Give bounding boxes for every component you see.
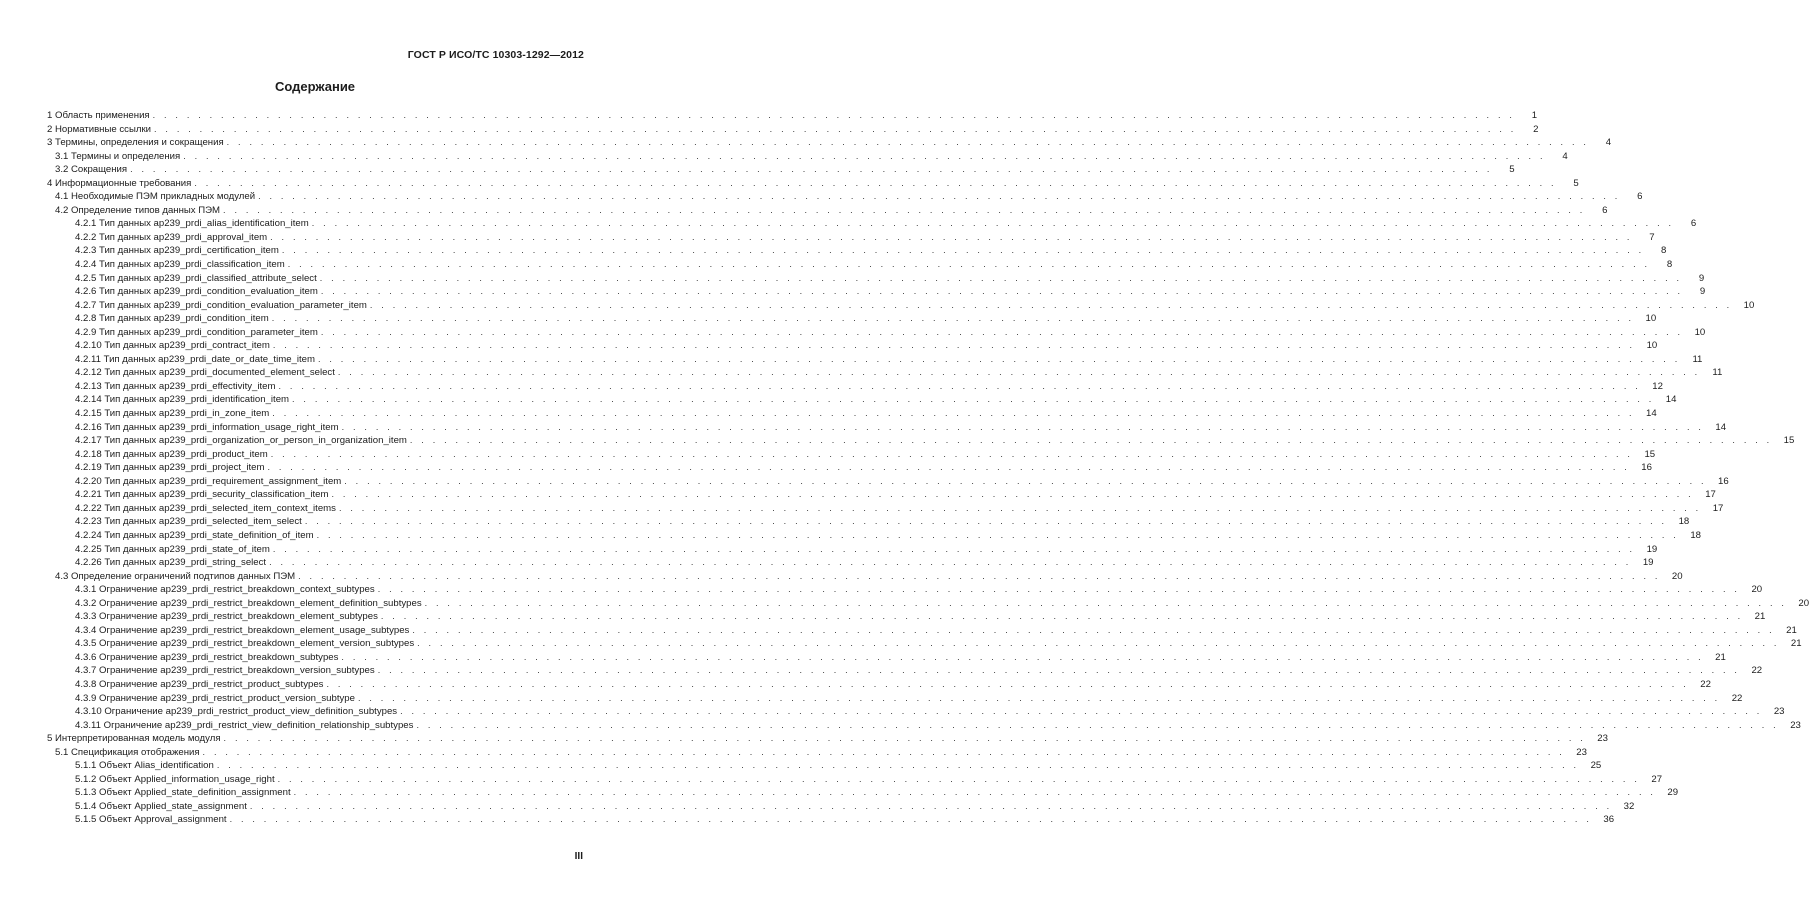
toc-entry-page: 22 xyxy=(1731,692,1743,704)
toc-entry[interactable] xyxy=(47,488,1716,502)
toc-entry-label: 4.3.2 Ограничение ap239_prdi_restrict_breakdown_element_definition_subtypes xyxy=(75,597,422,609)
toc-entry-page: 10 xyxy=(1743,299,1755,311)
toc-entry[interactable] xyxy=(47,651,1726,665)
toc-entry-label: 4.2.22 Тип данных ap239_prdi_selected_item_context_items xyxy=(75,502,336,514)
toc-entry-label: 4.2.20 Тип данных ap239_prdi_requirement_assignment_item xyxy=(75,475,342,487)
toc-entry-page: 23 xyxy=(1773,706,1785,718)
toc-entry-page: 19 xyxy=(1642,557,1654,569)
toc-leader-dots: . . . . . . . . . . . . . . . . . . . . . . . . . . . . . . . . . . . . . . . . . . . . . . . . . . . . . . . . . . . . . . . . . . . . . . . . . . . . . . . . . . . . . . . . . . . . . . . . . . . . . . . . . . . . . . . . . . . . . . . . xyxy=(272,408,1635,419)
toc-entry-page: 9 xyxy=(1698,272,1705,284)
toc-entry[interactable] xyxy=(47,177,1579,191)
toc-leader-dots: . . . . . . . . . . . . . . . . . . . . . . . . . . . . . . . . . . . . . . . . . . . . . . . . . . . . . . . . . . . . . . . . . . . . . . . . . . . . . . . . . . . . . . . . . . . . . . . . . . . . . . . . . . . . . . . . . . . . . . . . xyxy=(317,353,1681,364)
toc-leader-dots: . . . . . . . . . . . . . . . . . . . . . . . . . . . . . . . . . . . . . . . . . . . . . . . . . . . . . . . . . . . . . . . . . . . . . . . . . . . . . . . . . . . . . . . . . . . . . . . . . . . . . . . . . . . . . . . . . . . . . . . . xyxy=(298,570,1661,581)
toc-leader-dots: . . . . . . . . . . . . . . . . . . . . . . . . . . . . . . . . . . . . . . . . . . . . . . . . . . . . . . . . . . . . . . . . . . . . . . . . . . . . . . . . . . . . . . . . . . . . . . . . . . . . . . . . . . . . . . . . . . . . . . . . xyxy=(337,367,1701,378)
page-title: Содержание xyxy=(274,79,356,94)
toc-entry-page: 11 xyxy=(1712,367,1723,379)
toc-entry-page: 4 xyxy=(1605,137,1612,149)
toc-entry-label: 4.2.24 Тип данных ap239_prdi_state_definition_of_item xyxy=(75,529,314,541)
toc-entry-label: 4.2.21 Тип данных ap239_prdi_security_classification_item xyxy=(75,489,329,501)
toc-entry-label: 4.2.2 Тип данных ap239_prdi_approval_item xyxy=(75,231,268,243)
toc-entry[interactable] xyxy=(47,421,1727,435)
toc-entry-label: 4.3.3 Ограничение ap239_prdi_restrict_breakdown_element_subtypes xyxy=(75,611,378,623)
toc-entry[interactable] xyxy=(47,583,1763,597)
toc-leader-dots: . . . . . . . . . . . . . . . . . . . . . . . . . . . . . . . . . . . . . . . . . . . . . . . . . . . . . . . . . . . . . . . . . . . . . . . . . . . . . . . . . . . . . . . . . . . . . . . . . . . . . . . . . . . . . . . . . . . . . . . . xyxy=(412,624,1775,635)
toc-leader-dots: . . . . . . . . . . . . . . . . . . . . . . . . . . . . . . . . . . . . . . . . . . . . . . . . . . . . . . . . . . . . . . . . . . . . . . . . . . . . . . . . . . . . . . . . . . . . . . . . . . . . . . . . . . . . . . . . . . . . . . . . xyxy=(272,543,1636,554)
toc-entry[interactable] xyxy=(47,231,1655,245)
toc-leader-dots: . . . . . . . . . . . . . . . . . . . . . . . . . . . . . . . . . . . . . . . . . . . . . . . . . . . . . . . . . . . . . . . . . . . . . . . . . . . . . . . . . . . . . . . . . . . . . . . . . . . . . . . . . . . . . . . . . . . . . . . . xyxy=(357,692,1721,703)
toc-leader-dots: . . . . . . . . . . . . . . . . . . . . . . . . . . . . . . . . . . . . . . . . . . . . . . . . . . . . . . . . . . . . . . . . . . . . . . . . . . . . . . . . . . . . . . . . . . . . . . . . . . . . . . . . . . . . . . . . . . . . . . . . xyxy=(223,733,1586,744)
toc-entry-page: 23 xyxy=(1576,746,1587,758)
toc-entry-page: 12 xyxy=(1652,380,1663,392)
toc-entry-label: 4.3.4 Ограничение ap239_prdi_restrict_breakdown_element_usage_subtypes xyxy=(75,624,410,636)
toc-leader-dots: . . . . . . . . . . . . . . . . . . . . . . . . . . . . . . . . . . . . . . . . . . . . . . . . . . . . . . . . . . . . . . . . . . . . . . . . . . . . . . . . . . . . . . . . . . . . . . . . . . . . . . . . . . . . . . . . . . . . . . . . xyxy=(344,475,1707,486)
toc-entry[interactable] xyxy=(47,597,1809,611)
toc-leader-dots: . . . . . . . . . . . . . . . . . . . . . . . . . . . . . . . . . . . . . . . . . . . . . . . . . . . . . . . . . . . . . . . . . . . . . . . . . . . . . . . . . . . . . . . . . . . . . . . . . . . . . . . . . . . . . . . . . . . . . . . . xyxy=(331,489,1694,500)
toc-leader-dots: . . . . . . . . . . . . . . . . . . . . . . . . . . . . . . . . . . . . . . . . . . . . . . . . . . . . . . . . . . . . . . . . . . . . . . . . . . . . . . . . . . . . . . . . . . . . . . . . . . . . . . . . . . . . . . . . . . . . . . . . xyxy=(183,150,1546,161)
toc-entry[interactable] xyxy=(47,461,1652,475)
toc-entry-page: 8 xyxy=(1666,259,1673,271)
toc-entry[interactable] xyxy=(47,610,1766,624)
toc-leader-dots: . . . . . . . . . . . . . . . . . . . . . . . . . . . . . . . . . . . . . . . . . . . . . . . . . . . . . . . . . . . . . . . . . . . . . . . . . . . . . . . . . . . . . . . . . . . . . . . . . . . . . . . . . . . . . . . . . . . . . . . . xyxy=(311,218,1675,229)
toc-entry[interactable] xyxy=(47,759,1602,773)
toc-entry[interactable] xyxy=(47,732,1608,746)
toc-entry-page: 16 xyxy=(1641,462,1652,474)
toc-leader-dots: . . . . . . . . . . . . . . . . . . . . . . . . . . . . . . . . . . . . . . . . . . . . . . . . . . . . . . . . . . . . . . . . . . . . . . . . . . . . . . . . . . . . . . . . . . . . . . . . . . . . . . . . . . . . . . . . . . . . . . . . xyxy=(152,110,1516,120)
toc-entry-label: 5.1 Спецификация отображения xyxy=(55,746,200,758)
toc-entry[interactable] xyxy=(47,339,1658,353)
toc-entry-label: 4.2.18 Тип данных ap239_prdi_product_item xyxy=(75,448,268,460)
toc-entry-label: 3 Термины, определения и сокращения xyxy=(47,137,224,149)
toc-entry-label: 4.3.7 Ограничение ap239_prdi_restrict_breakdown_version_subtypes xyxy=(75,665,375,677)
toc-entry-label: 4.2.17 Тип данных ap239_prdi_organization_or_person_in_organization_item xyxy=(75,435,407,447)
toc-entry[interactable] xyxy=(47,515,1690,529)
toc-leader-dots: . . . . . . . . . . . . . . . . . . . . . . . . . . . . . . . . . . . . . . . . . . . . . . . . . . . . . . . . . . . . . . . . . . . . . . . . . . . . . . . . . . . . . . . . . . . . . . . . . . . . . . . . . . . . . . . . . . . . . . . . xyxy=(409,435,1773,446)
toc-entry-label: 4.2.7 Тип данных ap239_prdi_condition_evaluation_parameter_item xyxy=(75,299,367,311)
toc-entry[interactable] xyxy=(47,326,1706,340)
toc-leader-dots: . . . . . . . . . . . . . . . . . . . . . . . . . . . . . . . . . . . . . . . . . . . . . . . . . . . . . . . . . . . . . . . . . . . . . . . . . . . . . . . . . . . . . . . . . . . . . . . . . . . . . . . . . . . . . . . . . . . . . . . . xyxy=(202,746,1565,757)
toc-entry[interactable] xyxy=(47,664,1763,678)
toc-leader-dots: . . . . . . . . . . . . . . . . . . . . . . . . . . . . . . . . . . . . . . . . . . . . . . . . . . . . . . . . . . . . . . . . . . . . . . . . . . . . . . . . . . . . . . . . . . . . . . . . . . . . . . . . . . . . . . . . . . . . . . . . xyxy=(338,502,1702,513)
toc-leader-dots: . . . . . . . . . . . . . . . . . . . . . . . . . . . . . . . . . . . . . . . . . . . . . . . . . . . . . . . . . . . . . . . . . . . . . . . . . . . . . . . . . . . . . . . . . . . . . . . . . . . . . . . . . . . . . . . . . . . . . . . . xyxy=(154,123,1517,134)
toc-leader-dots: . . . . . . . . . . . . . . . . . . . . . . . . . . . . . . . . . . . . . . . . . . . . . . . . . . . . . . . . . . . . . . . . . . . . . . . . . . . . . . . . . . . . . . . . . . . . . . . . . . . . . . . . . . . . . . . . . . . . . . . . xyxy=(271,313,1635,324)
toc-entry-page: 20 xyxy=(1671,570,1683,582)
toc-entry-page: 11 xyxy=(1692,353,1703,365)
toc-entry[interactable] xyxy=(47,746,1587,760)
toc-entry-page: 20 xyxy=(1751,584,1763,596)
toc-leader-dots: . . . . . . . . . . . . . . . . . . . . . . . . . . . . . . . . . . . . . . . . . . . . . . . . . . . . . . . . . . . . . . . . . . . . . . . . . . . . . . . . . . . . . . . . . . . . . . . . . . . . . . . . . . . . . . . . . . . . . . . . xyxy=(377,665,1741,676)
toc-entry[interactable] xyxy=(47,123,1539,137)
toc-entry-label: 3.2 Сокращения xyxy=(55,164,128,176)
toc-entry-label: 5.1.4 Объект Applied_state_assignment xyxy=(75,800,247,812)
toc-entry[interactable] xyxy=(47,366,1723,380)
toc-leader-dots: . . . . . . . . . . . . . . . . . . . . . . . . . . . . . . . . . . . . . . . . . . . . . . . . . . . . . . . . . . . . . . . . . . . . . . . . . . . . . . . . . . . . . . . . . . . . . . . . . . . . . . . . . . . . . . . . . . . . . . . . xyxy=(269,557,1632,568)
toc-entry-page: 17 xyxy=(1712,502,1724,514)
toc-leader-dots: . . . . . . . . . . . . . . . . . . . . . . . . . . . . . . . . . . . . . . . . . . . . . . . . . . . . . . . . . . . . . . . . . . . . . . . . . . . . . . . . . . . . . . . . . . . . . . . . . . . . . . . . . . . . . . . . . . . . . . . . xyxy=(287,259,1651,270)
toc-entry-page: 5 xyxy=(1509,164,1515,176)
toc-leader-dots: . . . . . . . . . . . . . . . . . . . . . . . . . . . . . . . . . . . . . . . . . . . . . . . . . . . . . . . . . . . . . . . . . . . . . . . . . . . . . . . . . . . . . . . . . . . . . . . . . . . . . . . . . . . . . . . . . . . . . . . . xyxy=(320,286,1684,297)
toc-entry-page: 21 xyxy=(1715,651,1726,663)
toc-entry-label: 4.2.25 Тип данных ap239_prdi_state_of_item xyxy=(75,543,270,555)
table-of-contents xyxy=(47,109,1809,827)
toc-leader-dots: . . . . . . . . . . . . . . . . . . . . . . . . . . . . . . . . . . . . . . . . . . . . . . . . . . . . . . . . . . . . . . . . . . . . . . . . . . . . . . . . . . . . . . . . . . . . . . . . . . . . . . . . . . . . . . . . . . . . . . . . xyxy=(267,462,1630,473)
toc-leader-dots: . . . . . . . . . . . . . . . . . . . . . . . . . . . . . . . . . . . . . . . . . . . . . . . . . . . . . . . . . . . . . . . . . . . . . . . . . . . . . . . . . . . . . . . . . . . . . . . . . . . . . . . . . . . . . . . . . . . . . . . . xyxy=(258,191,1621,202)
toc-entry-label: 4.3.9 Ограничение ap239_prdi_restrict_product_version_subtype xyxy=(75,692,355,704)
toc-entry-page: 14 xyxy=(1715,421,1727,433)
toc-entry[interactable] xyxy=(47,434,1795,448)
toc-entry-label: 4.2.3 Тип данных ap239_prdi_certification_item xyxy=(75,245,279,257)
toc-entry[interactable] xyxy=(47,719,1801,733)
toc-entry-page: 5 xyxy=(1573,177,1579,189)
standard-designation: ГОСТ Р ИСО/ТС 10303-1292—2012 xyxy=(407,49,584,61)
toc-entry-page: 10 xyxy=(1694,326,1706,338)
toc-entry-page: 10 xyxy=(1645,313,1657,325)
toc-entry-label: 4.2.4 Тип данных ap239_prdi_classification_item xyxy=(75,259,285,271)
toc-leader-dots: . . . . . . . . . . . . . . . . . . . . . . . . . . . . . . . . . . . . . . . . . . . . . . . . . . . . . . . . . . . . . . . . . . . . . . . . . . . . . . . . . . . . . . . . . . . . . . . . . . . . . . . . . . . . . . . . . . . . . . . . xyxy=(249,800,1613,811)
toc-entry-label: 4.3.1 Ограничение ap239_prdi_restrict_breakdown_context_subtypes xyxy=(75,584,375,596)
toc-leader-dots: . . . . . . . . . . . . . . . . . . . . . . . . . . . . . . . . . . . . . . . . . . . . . . . . . . . . . . . . . . . . . . . . . . . . . . . . . . . . . . . . . . . . . . . . . . . . . . . . . . . . . . . . . . . . . . . . . . . . . . . . xyxy=(377,584,1741,595)
page-number: III xyxy=(574,851,583,862)
toc-entry-page: 16 xyxy=(1718,475,1729,487)
toc-entry-page: 22 xyxy=(1700,678,1711,690)
toc-leader-dots: . . . . . . . . . . . . . . . . . . . . . . . . . . . . . . . . . . . . . . . . . . . . . . . . . . . . . . . . . . . . . . . . . . . . . . . . . . . . . . . . . . . . . . . . . . . . . . . . . . . . . . . . . . . . . . . . . . . . . . . . xyxy=(272,340,1636,351)
toc-entry-page: 23 xyxy=(1597,733,1608,745)
toc-entry-label: 4.2.8 Тип данных ap239_prdi_condition_item xyxy=(75,313,269,325)
toc-leader-dots: . . . . . . . . . . . . . . . . . . . . . . . . . . . . . . . . . . . . . . . . . . . . . . . . . . . . . . . . . . . . . . . . . . . . . . . . . . . . . . . . . . . . . . . . . . . . . . . . . . . . . . . . . . . . . . . . . . . . . . . . xyxy=(316,529,1679,540)
toc-entry[interactable] xyxy=(47,272,1705,286)
toc-entry[interactable] xyxy=(47,393,1677,407)
toc-entry-page: 25 xyxy=(1590,760,1602,772)
toc-entry-label: 4.2.5 Тип данных ap239_prdi_classified_attribute_select xyxy=(75,272,317,284)
toc-leader-dots: . . . . . . . . . . . . . . . . . . . . . . . . . . . . . . . . . . . . . . . . . . . . . . . . . . . . . . . . . . . . . . . . . . . . . . . . . . . . . . . . . . . . . . . . . . . . . . . . . . . . . . . . . . . . . . . . . . . . . . . . xyxy=(369,299,1733,310)
toc-entry-page: 20 xyxy=(1798,597,1809,609)
toc-entry[interactable] xyxy=(47,556,1654,570)
toc-leader-dots: . . . . . . . . . . . . . . . . . . . . . . . . . . . . . . . . . . . . . . . . . . . . . . . . . . . . . . . . . . . . . . . . . . . . . . . . . . . . . . . . . . . . . . . . . . . . . . . . . . . . . . . . . . . . . . . . . . . . . . . . xyxy=(216,760,1580,771)
toc-leader-dots: . . . . . . . . . . . . . . . . . . . . . . . . . . . . . . . . . . . . . . . . . . . . . . . . . . . . . . . . . . . . . . . . . . . . . . . . . . . . . . . . . . . . . . . . . . . . . . . . . . . . . . . . . . . . . . . . . . . . . . . . xyxy=(319,272,1683,283)
toc-entry-page: 27 xyxy=(1651,773,1663,785)
toc-entry[interactable] xyxy=(47,285,1706,299)
toc-entry-label: 4.2.11 Тип данных ap239_prdi_date_or_date_time_item xyxy=(75,353,315,365)
toc-entry-page: 6 xyxy=(1690,218,1697,230)
toc-entry[interactable] xyxy=(47,109,1538,123)
toc-entry-label: 4.2.19 Тип данных ap239_prdi_project_item xyxy=(75,462,265,474)
toc-leader-dots: . . . . . . . . . . . . . . . . . . . . . . . . . . . . . . . . . . . . . . . . . . . . . . . . . . . . . . . . . . . . . . . . . . . . . . . . . . . . . . . . . . . . . . . . . . . . . . . . . . . . . . . . . . . . . . . . . . . . . . . . xyxy=(226,137,1590,148)
toc-entry-page: 7 xyxy=(1649,231,1655,243)
toc-entry[interactable] xyxy=(47,217,1697,231)
toc-entry-label: 4.3 Определение ограничений подтипов данных ПЭМ xyxy=(55,570,296,582)
toc-entry-label: 4.2.15 Тип данных ap239_prdi_in_zone_item xyxy=(75,408,270,420)
toc-entry[interactable] xyxy=(47,502,1724,516)
toc-entry-label: 4.2.9 Тип данных ap239_prdi_condition_parameter_item xyxy=(75,326,318,338)
toc-entry-label: 4.2 Определение типов данных ПЭМ xyxy=(55,204,221,216)
toc-leader-dots: . . . . . . . . . . . . . . . . . . . . . . . . . . . . . . . . . . . . . . . . . . . . . . . . . . . . . . . . . . . . . . . . . . . . . . . . . . . . . . . . . . . . . . . . . . . . . . . . . . . . . . . . . . . . . . . . . . . . . . . . xyxy=(380,611,1744,622)
toc-entry[interactable] xyxy=(47,312,1657,326)
toc-entry[interactable] xyxy=(47,258,1673,272)
toc-entry[interactable] xyxy=(47,773,1663,787)
toc-entry[interactable] xyxy=(47,529,1701,543)
toc-entry-label: 4.3.8 Ограничение ap239_prdi_restrict_product_subtypes xyxy=(75,678,324,690)
toc-entry-page: 14 xyxy=(1665,394,1677,406)
toc-entry[interactable] xyxy=(47,448,1656,462)
toc-entry-page: 1 xyxy=(1531,110,1538,121)
toc-entry[interactable] xyxy=(47,407,1657,421)
toc-entry-page: 10 xyxy=(1646,340,1658,352)
toc-entry-page: 23 xyxy=(1790,719,1801,731)
toc-entry[interactable] xyxy=(47,380,1663,394)
toc-entry-page: 6 xyxy=(1637,191,1643,203)
toc-entry[interactable] xyxy=(47,786,1679,800)
toc-entry-label: 4 Информационные требования xyxy=(47,177,192,189)
toc-entry-label: 2 Нормативные ссылки xyxy=(47,123,152,135)
toc-entry-label: 4.2.12 Тип данных ap239_prdi_documented_element_select xyxy=(75,367,335,379)
toc-entry-page: 18 xyxy=(1690,529,1701,541)
toc-entry-label: 4.2.6 Тип данных ap239_prdi_condition_evaluation_item xyxy=(75,286,318,298)
toc-leader-dots: . . . . . . . . . . . . . . . . . . . . . . . . . . . . . . . . . . . . . . . . . . . . . . . . . . . . . . . . . . . . . . . . . . . . . . . . . . . . . . . . . . . . . . . . . . . . . . . . . . . . . . . . . . . . . . . . . . . . . . . . xyxy=(194,177,1557,188)
toc-entry-page: 21 xyxy=(1790,638,1802,650)
toc-leader-dots: . . . . . . . . . . . . . . . . . . . . . . . . . . . . . . . . . . . . . . . . . . . . . . . . . . . . . . . . . . . . . . . . . . . . . . . . . . . . . . . . . . . . . . . . . . . . . . . . . . . . . . . . . . . . . . . . . . . . . . . . xyxy=(223,204,1586,215)
toc-leader-dots: . . . . . . . . . . . . . . . . . . . . . . . . . . . . . . . . . . . . . . . . . . . . . . . . . . . . . . . . . . . . . . . . . . . . . . . . . . . . . . . . . . . . . . . . . . . . . . . . . . . . . . . . . . . . . . . . . . . . . . . . xyxy=(278,380,1641,391)
toc-entry-label: 5.1.3 Объект Applied_state_definition_assignment xyxy=(75,787,291,799)
toc-entry-page: 15 xyxy=(1783,435,1795,447)
toc-leader-dots: . . . . . . . . . . . . . . . . . . . . . . . . . . . . . . . . . . . . . . . . . . . . . . . . . . . . . . . . . . . . . . . . . . . . . . . . . . . . . . . . . . . . . . . . . . . . . . . . . . . . . . . . . . . . . . . . . . . . . . . . xyxy=(270,231,1633,242)
toc-entry-label: 5.1.2 Объект Applied_information_usage_right xyxy=(75,773,275,785)
toc-entry[interactable] xyxy=(47,570,1683,584)
toc-leader-dots: . . . . . . . . . . . . . . . . . . . . . . . . . . . . . . . . . . . . . . . . . . . . . . . . . . . . . . . . . . . . . . . . . . . . . . . . . . . . . . . . . . . . . . . . . . . . . . . . . . . . . . . . . . . . . . . . . . . . . . . . xyxy=(130,164,1493,175)
toc-entry[interactable] xyxy=(47,692,1743,706)
toc-entry[interactable] xyxy=(47,353,1703,367)
toc-leader-dots: . . . . . . . . . . . . . . . . . . . . . . . . . . . . . . . . . . . . . . . . . . . . . . . . . . . . . . . . . . . . . . . . . . . . . . . . . . . . . . . . . . . . . . . . . . . . . . . . . . . . . . . . . . . . . . . . . . . . . . . . xyxy=(277,773,1641,784)
toc-entry-label: 4.3.5 Ограничение ap239_prdi_restrict_breakdown_element_version_subtypes xyxy=(75,638,415,650)
toc-leader-dots: . . . . . . . . . . . . . . . . . . . . . . . . . . . . . . . . . . . . . . . . . . . . . . . . . . . . . . . . . . . . . . . . . . . . . . . . . . . . . . . . . . . . . . . . . . . . . . . . . . . . . . . . . . . . . . . . . . . . . . . . xyxy=(320,326,1684,337)
toc-entry[interactable] xyxy=(47,136,1612,150)
toc-entry-page: 18 xyxy=(1678,516,1690,528)
toc-entry[interactable] xyxy=(47,637,1802,651)
toc-entry-label: 1 Область применения xyxy=(47,110,150,121)
toc-entry-label: 4.2.13 Тип данных ap239_prdi_effectivity_item xyxy=(75,380,276,392)
toc-entry-page: 21 xyxy=(1786,624,1797,636)
toc-entry[interactable] xyxy=(47,705,1785,719)
toc-entry[interactable] xyxy=(47,543,1658,557)
toc-leader-dots: . . . . . . . . . . . . . . . . . . . . . . . . . . . . . . . . . . . . . . . . . . . . . . . . . . . . . . . . . . . . . . . . . . . . . . . . . . . . . . . . . . . . . . . . . . . . . . . . . . . . . . . . . . . . . . . . . . . . . . . . xyxy=(416,719,1779,730)
toc-leader-dots: . . . . . . . . . . . . . . . . . . . . . . . . . . . . . . . . . . . . . . . . . . . . . . . . . . . . . . . . . . . . . . . . . . . . . . . . . . . . . . . . . . . . . . . . . . . . . . . . . . . . . . . . . . . . . . . . . . . . . . . . xyxy=(417,638,1780,649)
toc-entry-page: 9 xyxy=(1699,286,1706,298)
toc-entry-page: 21 xyxy=(1754,611,1766,623)
toc-entry-label: 3.1 Термины и определения xyxy=(55,150,181,162)
toc-entry-label: 4.2.16 Тип данных ap239_prdi_information_usage_right_item xyxy=(75,421,339,433)
toc-entry-label: 4.3.6 Ограничение ap239_prdi_restrict_breakdown_subtypes xyxy=(75,651,339,663)
toc-entry-page: 2 xyxy=(1533,123,1539,135)
toc-leader-dots: . . . . . . . . . . . . . . . . . . . . . . . . . . . . . . . . . . . . . . . . . . . . . . . . . . . . . . . . . . . . . . . . . . . . . . . . . . . . . . . . . . . . . . . . . . . . . . . . . . . . . . . . . . . . . . . . . . . . . . . . xyxy=(341,651,1704,662)
toc-entry[interactable] xyxy=(47,678,1711,692)
toc-leader-dots: . . . . . . . . . . . . . . . . . . . . . . . . . . . . . . . . . . . . . . . . . . . . . . . . . . . . . . . . . . . . . . . . . . . . . . . . . . . . . . . . . . . . . . . . . . . . . . . . . . . . . . . . . . . . . . . . . . . . . . . . xyxy=(293,787,1657,798)
toc-entry[interactable] xyxy=(47,163,1515,177)
toc-entry-label: 5 Интерпретированная модель модуля xyxy=(47,733,221,745)
toc-entry-label: 4.2.23 Тип данных ap239_prdi_selected_item_select xyxy=(75,516,302,528)
toc-entry[interactable] xyxy=(47,800,1635,814)
toc-leader-dots: . . . . . . . . . . . . . . . . . . . . . . . . . . . . . . . . . . . . . . . . . . . . . . . . . . . . . . . . . . . . . . . . . . . . . . . . . . . . . . . . . . . . . . . . . . . . . . . . . . . . . . . . . . . . . . . . . . . . . . . . xyxy=(229,814,1593,825)
toc-entry[interactable] xyxy=(47,244,1667,258)
toc-entry[interactable] xyxy=(47,475,1729,489)
toc-leader-dots: . . . . . . . . . . . . . . . . . . . . . . . . . . . . . . . . . . . . . . . . . . . . . . . . . . . . . . . . . . . . . . . . . . . . . . . . . . . . . . . . . . . . . . . . . . . . . . . . . . . . . . . . . . . . . . . . . . . . . . . . xyxy=(341,421,1705,432)
toc-entry-page: 4 xyxy=(1562,150,1568,162)
toc-leader-dots: . . . . . . . . . . . . . . . . . . . . . . . . . . . . . . . . . . . . . . . . . . . . . . . . . . . . . . . . . . . . . . . . . . . . . . . . . . . . . . . . . . . . . . . . . . . . . . . . . . . . . . . . . . . . . . . . . . . . . . . . xyxy=(304,516,1668,527)
toc-entry[interactable] xyxy=(47,190,1643,204)
toc-entry-label: 4.2.14 Тип данных ap239_prdi_identification_item xyxy=(75,394,290,406)
toc-entry[interactable] xyxy=(47,299,1755,313)
toc-leader-dots: . . . . . . . . . . . . . . . . . . . . . . . . . . . . . . . . . . . . . . . . . . . . . . . . . . . . . . . . . . . . . . . . . . . . . . . . . . . . . . . . . . . . . . . . . . . . . . . . . . . . . . . . . . . . . . . . . . . . . . . . xyxy=(270,448,1634,459)
toc-entry-label: 4.3.11 Ограничение ap239_prdi_restrict_view_definition_relationship_subtypes xyxy=(75,719,414,731)
toc-entry-page: 19 xyxy=(1646,543,1658,555)
toc-entry[interactable] xyxy=(47,204,1608,218)
toc-entry[interactable] xyxy=(47,813,1615,827)
toc-leader-dots: . . . . . . . . . . . . . . . . . . . . . . . . . . . . . . . . . . . . . . . . . . . . . . . . . . . . . . . . . . . . . . . . . . . . . . . . . . . . . . . . . . . . . . . . . . . . . . . . . . . . . . . . . . . . . . . . . . . . . . . . xyxy=(292,394,1655,405)
toc-entry-label: 4.2.1 Тип данных ap239_prdi_alias_identification_item xyxy=(75,218,309,230)
toc-entry-label: 4.3.10 Ограничение ap239_prdi_restrict_product_view_definition_subtypes xyxy=(75,706,398,718)
toc-entry-label: 4.2.26 Тип данных ap239_prdi_string_select xyxy=(75,557,267,569)
toc-entry-page: 29 xyxy=(1667,787,1679,799)
toc-entry-page: 36 xyxy=(1603,814,1615,826)
toc-entry-page: 22 xyxy=(1751,665,1763,677)
toc-entry-page: 8 xyxy=(1660,245,1667,257)
toc-entry-label: 4.1 Необходимые ПЭМ прикладных модулей xyxy=(55,191,256,203)
toc-entry-label: 4.2.10 Тип данных ap239_prdi_contract_item xyxy=(75,340,270,352)
toc-leader-dots: . . . . . . . . . . . . . . . . . . . . . . . . . . . . . . . . . . . . . . . . . . . . . . . . . . . . . . . . . . . . . . . . . . . . . . . . . . . . . . . . . . . . . . . . . . . . . . . . . . . . . . . . . . . . . . . . . . . . . . . . xyxy=(326,678,1689,689)
toc-leader-dots: . . . . . . . . . . . . . . . . . . . . . . . . . . . . . . . . . . . . . . . . . . . . . . . . . . . . . . . . . . . . . . . . . . . . . . . . . . . . . . . . . . . . . . . . . . . . . . . . . . . . . . . . . . . . . . . . . . . . . . . . xyxy=(424,597,1788,608)
toc-entry-page: 32 xyxy=(1623,800,1635,812)
toc-leader-dots: . . . . . . . . . . . . . . . . . . . . . . . . . . . . . . . . . . . . . . . . . . . . . . . . . . . . . . . . . . . . . . . . . . . . . . . . . . . . . . . . . . . . . . . . . . . . . . . . . . . . . . . . . . . . . . . . . . . . . . . . xyxy=(400,706,1763,717)
toc-entry-page: 17 xyxy=(1705,489,1716,501)
toc-entry-label: 5.1.1 Объект Alias_identification xyxy=(75,760,214,772)
toc-entry-page: 14 xyxy=(1646,408,1657,420)
toc-entry-label: 5.1.5 Объект Approval_assignment xyxy=(75,814,227,826)
toc-entry-page: 6 xyxy=(1602,204,1608,216)
toc-entry-page: 15 xyxy=(1644,448,1656,460)
toc-leader-dots: . . . . . . . . . . . . . . . . . . . . . . . . . . . . . . . . . . . . . . . . . . . . . . . . . . . . . . . . . . . . . . . . . . . . . . . . . . . . . . . . . . . . . . . . . . . . . . . . . . . . . . . . . . . . . . . . . . . . . . . . xyxy=(281,245,1645,256)
toc-entry[interactable] xyxy=(47,150,1568,164)
toc-entry[interactable] xyxy=(47,624,1797,638)
